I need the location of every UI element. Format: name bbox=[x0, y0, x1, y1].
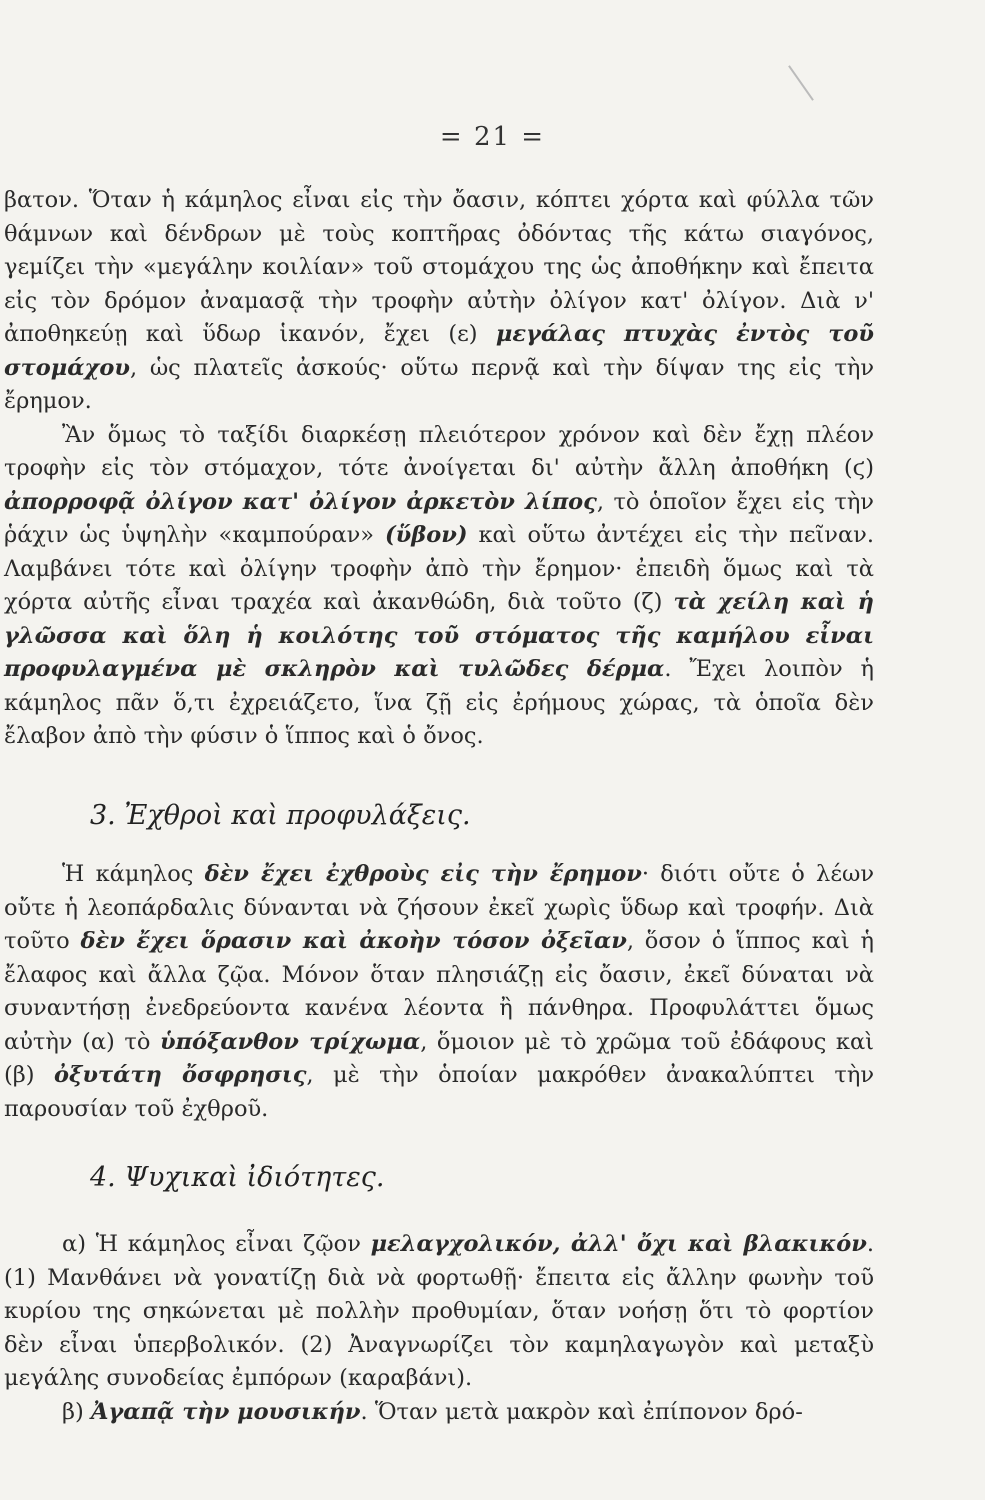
emphasized-text: ἀπορροφᾷ ὀλίγον κατ' ὀλίγον ἀρκετὸν λίπος bbox=[4, 488, 597, 515]
text-run: Ἂν ὅμως τὸ ταξίδι διαρκέσῃ πλειότερον χρόνον καὶ δὲν ἔχῃ πλέον τροφὴν εἰς τὸν στόμαχον, τότε ἀνοίγεται δι' αὐτὴν ἄλλη ἀποθήκη (ϛ) bbox=[4, 421, 874, 481]
emphasized-text: (ὕβον) bbox=[385, 522, 468, 548]
text-run: . Ὅταν μετὰ μακρὸν καὶ ἐπίπονον δρό- bbox=[360, 1398, 803, 1425]
text-run: . (1) Μανθάνει νὰ γονατίζῃ διὰ νὰ φορτωθῇ· ἔπειτα εἰς ἄλλην φωνὴν τοῦ κυρίου της σηκώνεται μὲ πολλὴν προθυμίαν, ὅταν νοήσῃ ὅτι τὸ φορτίον δὲν εἶναι ὑπερβολικόν. (2) Ἀναγνωρίζει τὸν καμηλαγωγὸν καὶ μεταξὺ μεγάλης συνοδείας ἐμπόρων (καραβάνι). bbox=[4, 1231, 874, 1391]
emphasized-text: Ἀγαπᾷ τὴν μουσικήν bbox=[90, 1398, 361, 1425]
paragraph bbox=[4, 858, 874, 1126]
text-run: , ὅσον ὁ ἵππος καὶ ἡ ἔλαφος καὶ ἄλλα ζῷα. Μόνον ὅταν πλησιάζῃ εἰς ὄασιν, ἐκεῖ δύναται νὰ συναντήσῃ ἐνεδρεύοντα κανένα λέοντα ἢ πάνθηρα. Προφυλάττει ὅμως αὐτὴν (α) τὸ bbox=[4, 928, 874, 1055]
text-run: , τὸ ὁποῖον ἔχει εἰς τὴν ῥάχιν ὡς ὑψηλὴν «καμπούραν» bbox=[4, 488, 874, 548]
body-text-block-1 bbox=[4, 184, 874, 754]
emphasized-text: μελαγχολικόν, ἀλλ' ὄχι καὶ βλακικόν bbox=[370, 1231, 867, 1257]
paragraph bbox=[4, 1228, 874, 1396]
page-number: = 21 = bbox=[439, 122, 546, 152]
emphasized-text: δὲν ἔχει ὅρασιν καὶ ἀκοὴν τόσον ὀξεῖαν bbox=[80, 928, 627, 954]
emphasized-text: ὑπόξανθον τρίχωμα bbox=[159, 1028, 421, 1055]
paragraph bbox=[4, 419, 874, 754]
body-text-block-3 bbox=[4, 1228, 874, 1429]
paragraph bbox=[4, 1396, 874, 1430]
text-run: , ὡς πλατεῖς ἀσκούς· οὕτω περνᾷ καὶ τὴν δίψαν της εἰς τὴν ἔρημον. bbox=[4, 354, 874, 414]
text-run: . Ἔχει λοιπὸν ἡ κάμηλος πᾶν ὅ,τι ἐχρειάζετο, ἵνα ζῇ εἰς ἐρήμους χώρας, τὰ ὁποῖα δὲν ἔλαβον ἀπὸ τὴν φύσιν ὁ ἵππος καὶ ὁ ὄνος. bbox=[4, 656, 875, 749]
scan-mark bbox=[788, 65, 814, 101]
emphasized-text: μεγάλας πτυχὰς ἐντὸς τοῦ στομάχου bbox=[4, 321, 874, 381]
section-heading-psychic-traits: 4. Ψυχικαὶ ἰδιότητες. bbox=[90, 1162, 385, 1193]
paragraph-group bbox=[4, 858, 874, 1126]
emphasized-text: ὀξυτάτη ὄσφρησις bbox=[53, 1062, 307, 1088]
text-run: Ἡ κάμηλος bbox=[62, 861, 205, 887]
paragraph-group bbox=[4, 1228, 874, 1429]
text-run: · διότι οὔτε ὁ λέων οὔτε ἡ λεοπάρδαλις δύνανται νὰ ζήσουν ἐκεῖ χωρὶς ὕδωρ καὶ τροφήν. Διὰ τοῦτο bbox=[4, 861, 875, 954]
text-run: καὶ οὕτω ἀντέχει εἰς τὴν πεῖναν. Λαμβάνει τότε καὶ ὀλίγην τροφὴν ἀπὸ τὴν ἔρημον· ἐπειδὴ ὅμως καὶ τὰ χόρτα αὐτῆς εἶναι τραχέα καὶ ἀκανθώδη, διὰ τοῦτο (ζ) bbox=[4, 522, 874, 615]
text-run: α) Ἡ κάμηλος εἶναι ζῷον bbox=[62, 1231, 371, 1257]
section-heading-enemies: 3. Ἐχθροὶ καὶ προφυλάξεις. bbox=[90, 800, 471, 831]
body-text-block-2 bbox=[4, 858, 874, 1126]
text-run: , μὲ τὴν ὁποίαν μακρόθεν ἀνακαλύπτει τὴν παρουσίαν τοῦ ἐχθροῦ. bbox=[4, 1062, 875, 1122]
text-run: βατον. Ὅταν ἡ κάμηλος εἶναι εἰς τὴν ὄασιν, κόπτει χόρτα καὶ φύλλα τῶν θάμνων καὶ δένδρων μὲ τοὺς κοπτῆρας ὀδόντας τῆς κάτω σιαγόνος, γεμίζει τὴν «μεγάλην κοιλίαν» τοῦ στομάχου της ὡς ἀποθήκην καὶ ἔπειτα εἰς τὸν δρόμον ἀναμασᾷ τὴν τροφὴν αὐτὴν ὀλίγον κατ' ὀλίγον. Διὰ ν' ἀποθηκεύῃ καὶ ὕδωρ ἱκανόν, ἔχει (ε) bbox=[4, 187, 874, 347]
paragraph-group bbox=[4, 184, 874, 754]
text-run: β) bbox=[62, 1398, 91, 1425]
paragraph bbox=[4, 184, 874, 419]
emphasized-text: τὰ χείλη καὶ ἡ γλῶσσα καὶ ὅλη ἡ κοιλότης τοῦ στόματος τῆς καμήλου εἶναι προφυλαγμένα μὲ σκληρὸν καὶ τυλῶδες δέρμα bbox=[4, 589, 874, 682]
text-run: , ὅμοιον μὲ τὸ χρῶμα τοῦ ἐδάφους καὶ (β) bbox=[4, 1028, 874, 1088]
emphasized-text: δὲν ἔχει ἐχθροὺς εἰς τὴν ἔρημον bbox=[204, 861, 642, 887]
